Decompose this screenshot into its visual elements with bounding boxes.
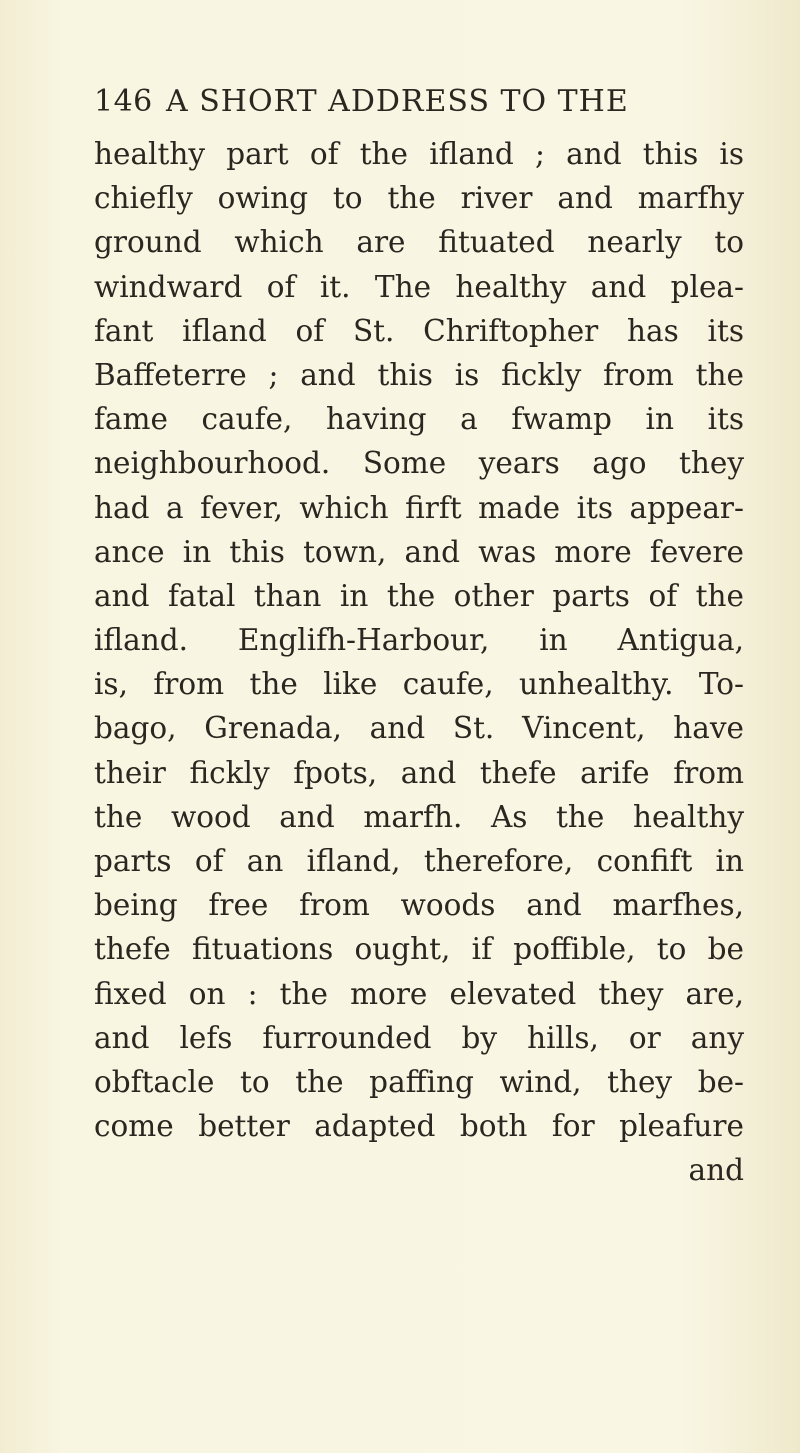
text-line: ance in this town, and was more fevere (94, 534, 744, 569)
text-line: fame caufe, having a fwamp in its (94, 402, 744, 437)
text-line: ground which are fituated nearly to (94, 225, 744, 260)
text-line: healthy part of the ifland ; and this is (94, 137, 744, 171)
text-line: fant ifland of St. Chriftopher has its (94, 313, 744, 348)
text-line: chiefly owing to the river and marfhy (94, 181, 744, 216)
text-line: and lefs furrounded by hills, or any (94, 1020, 744, 1055)
text-line: Baffeterre ; and this is fickly from the (94, 357, 744, 392)
text-line: neighbourhood. Some years ago they (94, 446, 744, 481)
text-line: thefe fituations ought, if poffible, to be (94, 932, 744, 967)
text-line: is, from the like caufe, unhealthy. To- (94, 667, 744, 702)
text-line: and fatal than in the other parts of the (94, 578, 744, 613)
text-line: windward of it. The healthy and plea- (94, 269, 744, 304)
text-line: the wood and marfh. As the healthy (94, 799, 744, 834)
page-number: 146 (94, 84, 153, 119)
body-text (94, 132, 744, 1193)
text-line: parts of an ifland, therefore, confift in (94, 844, 744, 878)
text-line: fixed on : the more elevated they are, (94, 976, 744, 1011)
catchword: and (688, 1153, 744, 1188)
running-title: A SHORT ADDRESS TO THE (166, 84, 629, 119)
text-line: their fickly fpots, and thefe arife from (94, 755, 744, 790)
text-line: obftacle to the paffing wind, they be- (94, 1064, 744, 1099)
text-line: ifland. Englifh-Harbour, in Antigua, (94, 623, 744, 658)
text-line: bago, Grenada, and St. Vincent, have (94, 711, 744, 746)
text-line: being free from woods and marfhes, (94, 888, 744, 923)
text-line: had a fever, which firft made its appear- (94, 490, 744, 525)
page-header (94, 80, 714, 124)
text-line: come better adapted both for pleafure (94, 1109, 744, 1144)
